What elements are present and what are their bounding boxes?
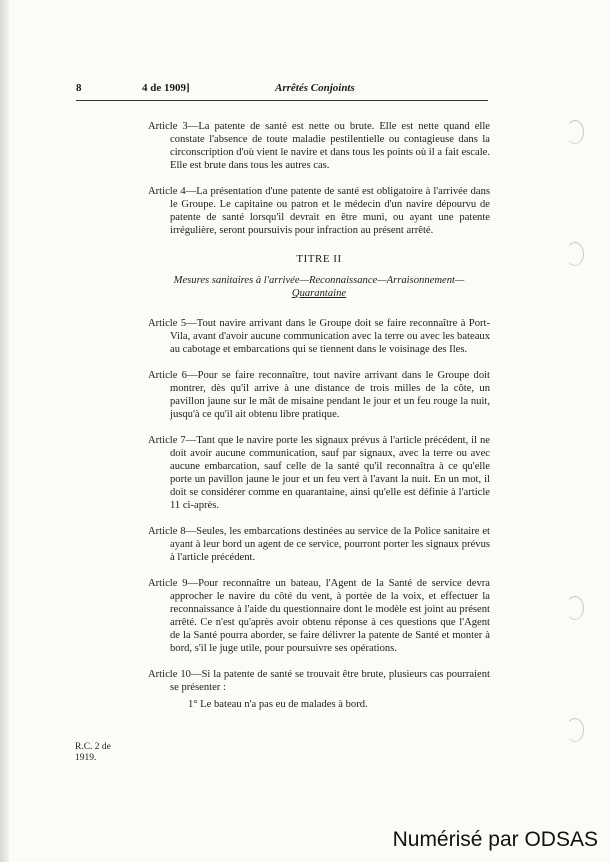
section-subtitle [148, 274, 490, 300]
header-rule [76, 100, 488, 101]
document-body [148, 120, 490, 711]
punch-hole [566, 596, 584, 620]
running-header [76, 82, 488, 98]
article-9: Article 9—Pour reconnaître un bateau, l'Agent de la Santé de service devra approcher le navire du côté du vent, à portée de la voix, et effectuer la reconnaissance à l'aide du questionnaire dont le modèle est joint au présent arrêté. Ce n'est qu'après avoir obtenu réponse à ces questions que l'Agent de la Santé pourra aborder, se faire délivrer la patente de Santé et monter à bord, s'il le juge utile, pour poursuivre ses opérations. [148, 578, 490, 654]
digitization-stamp: Numérisé par ODSAS [392, 828, 598, 851]
margin-note [75, 742, 135, 764]
article-10: Article 10—Si la patente de santé se trouvait être brute, plusieurs cas pourraient se présenter : [148, 669, 490, 693]
list-item: 1° Le bateau n'a pas eu de malades à bord. [188, 699, 368, 710]
article-4: Article 4—La présentation d'une patente de santé est obligatoire à l'arrivée dans le Groupe. Le capitaine ou patron et le médecin d'un navire dépourvu de patente de santé lorsqu'il devrait en être muni, ou ayant une patente irrégulière, seront poursuivis pour infraction au présent arrêté. [148, 186, 490, 236]
article-5: Article 5—Tout navire arrivant dans le Groupe doit se faire reconnaître à Port-Vila, avant d'avoir aucune communication avec la terre ou avec les bateaux au cabotage et embarcations qui se tiennent dans le voisinage des Iles. [148, 318, 490, 355]
punch-hole [566, 120, 584, 144]
margin-note-line1: R.C. 2 de [75, 742, 111, 752]
section-subtitle-line1: Mesures sanitaires à l'arrivée—Reconnaissance—Arraisonnement— [173, 275, 465, 286]
article-7: Article 7—Tant que le navire porte les signaux prévus à l'article précédent, il ne doit avoir aucune communication, sauf par signaux, avec la terre ou avec aucune embarcation, sauf celle de la santé qu'il reconnaîtra à ce qu'elle porte un pavillon jaune le jour et un feu vert à l'avant la nuit. En un mot, il doit se considérer comme en quarantaine, ainsi qu'elle est définie à l'article 11 ci-après. [148, 435, 490, 511]
article-6: Article 6—Pour se faire reconnaître, tout navire arrivant dans le Groupe doit montrer, dès qu'il arrive à une distance de trois milles de la côte, un pavillon jaune sur le mât de misaine pendant le jour et un feu rouge la nuit, jusqu'à ce qu'il ait obtenu libre pratique. [148, 370, 490, 420]
header-date: 4 de 1909] [142, 82, 190, 94]
article-3: Article 3—La patente de santé est nette ou brute. Elle est nette quand elle constate l'absence de toute maladie pestilentielle ou contagieuse dans la circonscription d'où vient le navire et dans tous les points où il a fait escale. Elle est brute dans tous les autres cas. [148, 121, 490, 171]
scan-page-edge [0, 0, 9, 862]
article-8: Article 8—Seules, les embarcations destinées au service de la Police sanitaire et ayant à leur bord un agent de ce service, pourront porter les signaux prévus à l'article précédent. [148, 526, 490, 563]
section-subtitle-line2: Quarantaine [291, 288, 347, 299]
punch-hole [566, 242, 584, 266]
section-title: TITRE II [296, 253, 342, 265]
page-number: 8 [76, 82, 82, 94]
punch-hole [566, 718, 584, 742]
header-title: Arrêtés Conjoints [275, 82, 355, 94]
margin-note-line2: 1919. [75, 753, 97, 763]
